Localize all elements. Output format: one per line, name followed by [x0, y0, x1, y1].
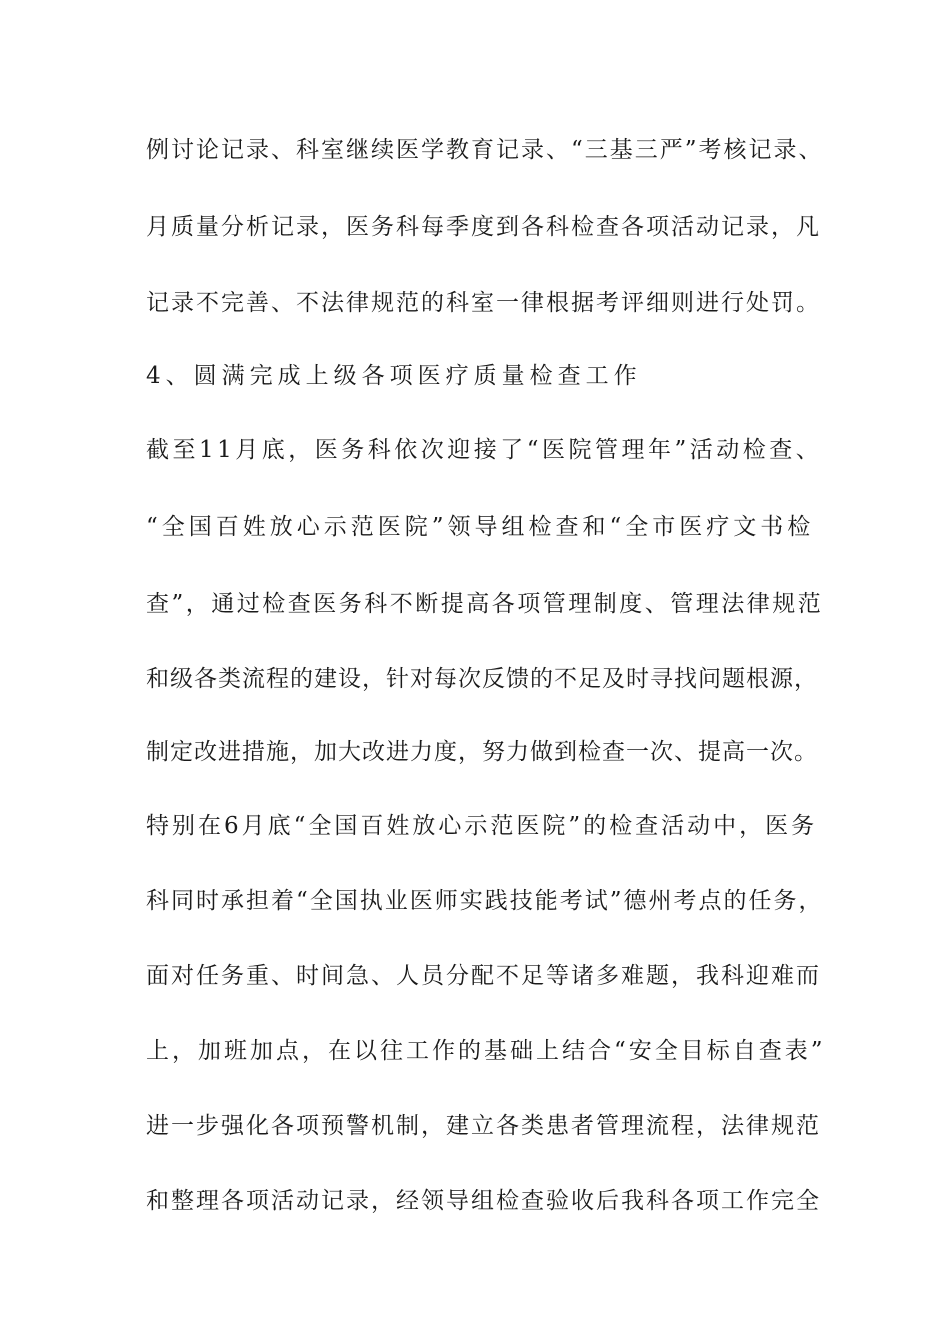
text-line: 记录不完善、不法律规范的科室一律根据考评细则进行处罚。	[146, 290, 821, 316]
text-line: 科同时承担着“全国执业医师实践技能考试”德州考点的任务，	[146, 888, 824, 914]
text-line: 月质量分析记录，医务科每季度到各科检查各项活动记录，凡	[146, 214, 821, 240]
text-line: 制定改进措施，加大改进力度，努力做到检查一次、提高一次。	[146, 739, 818, 765]
section-heading: 4、圆满完成上级各项医疗质量检查工作	[146, 363, 642, 389]
text-line: “全国百姓放心示范医院”领导组检查和“全市医疗文书检	[146, 514, 815, 540]
text-line: 和整理各项活动记录，经领导组检查验收后我科各项工作完全	[146, 1188, 821, 1214]
text-line: 查”，通过检查医务科不断提高各项管理制度、管理法律规范	[146, 591, 824, 617]
text-line: 例讨论记录、科室继续医学教育记录、“三基三严”考核记录、	[146, 137, 824, 163]
text-line: 进一步强化各项预警机制，建立各类患者管理流程，法律规范	[146, 1113, 821, 1139]
text-line: 截至11月底，医务科依次迎接了“医院管理年”活动检查、	[146, 437, 823, 463]
text-line: 上，加班加点，在以往工作的基础上结合“安全目标自查表”	[146, 1038, 826, 1064]
text-line: 和级各类流程的建设，针对每次反馈的不足及时寻找问题根源，	[146, 666, 818, 692]
text-line: 特别在6月底“全国百姓放心示范医院”的检查活动中，医务	[146, 813, 818, 839]
text-line: 面对任务重、时间急、人员分配不足等诸多难题，我科迎难而	[146, 963, 821, 989]
